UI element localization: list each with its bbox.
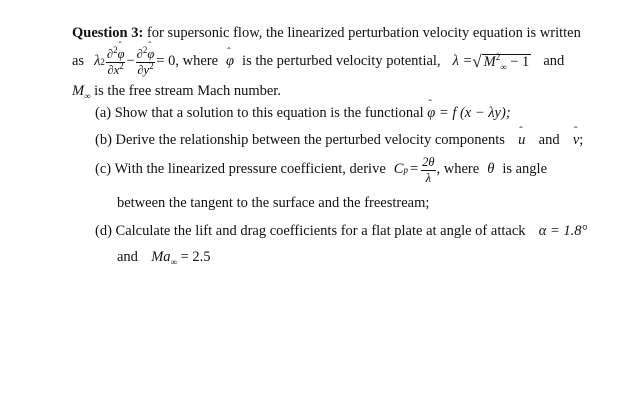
pde-lambda: λ xyxy=(94,53,101,70)
part-c xyxy=(95,154,547,186)
pde-zero: = 0 xyxy=(156,53,176,70)
part-c-where: , where xyxy=(436,161,480,178)
question-label: Question 3: xyxy=(72,25,144,41)
part-a-text: (a) Show that a solution to this equation is the functional xyxy=(95,105,424,121)
ma-equation: $Ma_\infty = 2.5$ xyxy=(151,249,211,267)
intro-where: , where xyxy=(175,53,219,70)
question-line-2 xyxy=(72,44,564,80)
phi-solution: ˆ φ = f (x − λy); xyxy=(427,105,510,121)
question-intro: for supersonic flow, the linearized perturbation velocity equation is written xyxy=(146,25,581,41)
part-d-continuation xyxy=(117,250,211,266)
intro-potential: is the perturbed velocity potential, xyxy=(242,53,441,70)
intro-and: and xyxy=(543,53,565,70)
v-hat-symbol: ˆ v xyxy=(573,133,579,149)
pde-equation: λ 2 $\frac{\partial^2ˆ \varphi}{\partial x^2}$ − $\frac{\partial^2ˆ \varphi}{\partial y^2}$ = 0 xyxy=(94,48,175,76)
theta-symbol: θ xyxy=(487,161,495,178)
phi-hat-symbol: ˆ φ xyxy=(226,54,234,70)
part-c-end: is angle xyxy=(502,161,548,178)
u-hat-symbol: ˆ u xyxy=(518,133,525,149)
intro-as: as xyxy=(72,53,85,70)
mach-symbol: $M_\infty$ xyxy=(72,83,91,101)
part-c-continuation: between the tangent to the surface and the freestream; xyxy=(117,195,430,211)
lambda-definition: λ = √ $M^2_\infty - 1$ xyxy=(452,51,530,72)
pde-frac-y: $\frac{\partial^2ˆ \varphi}{\partial y^2}$ xyxy=(136,48,156,76)
part-d-text: (d) Calculate the lift and drag coefficients for a flat plate at angle of attack xyxy=(95,223,526,239)
part-c-text: (c) With the linearized pressure coefficient, derive xyxy=(95,161,386,178)
part-b-and: and xyxy=(538,132,560,148)
part-d-and: and xyxy=(117,249,138,265)
part-b: (b) Derive the relationship between the perturbed velocity components ˆ u and ˆ v; xyxy=(95,133,583,149)
part-b-text: (b) Derive the relationship between the perturbed velocity components xyxy=(95,132,505,148)
alpha-equation: α = 1.8° xyxy=(538,223,588,239)
cp-equation: C p = $\frac{2\theta}{\lambda}$ xyxy=(393,155,435,185)
pde-frac-x: $\frac{\partial^2ˆ \varphi}{\partial x^2}$ xyxy=(106,48,126,76)
question-line-3 xyxy=(72,84,281,100)
part-d xyxy=(95,224,587,240)
intro-mach-desc: is the free stream Mach number. xyxy=(94,83,281,99)
part-a xyxy=(95,106,511,122)
